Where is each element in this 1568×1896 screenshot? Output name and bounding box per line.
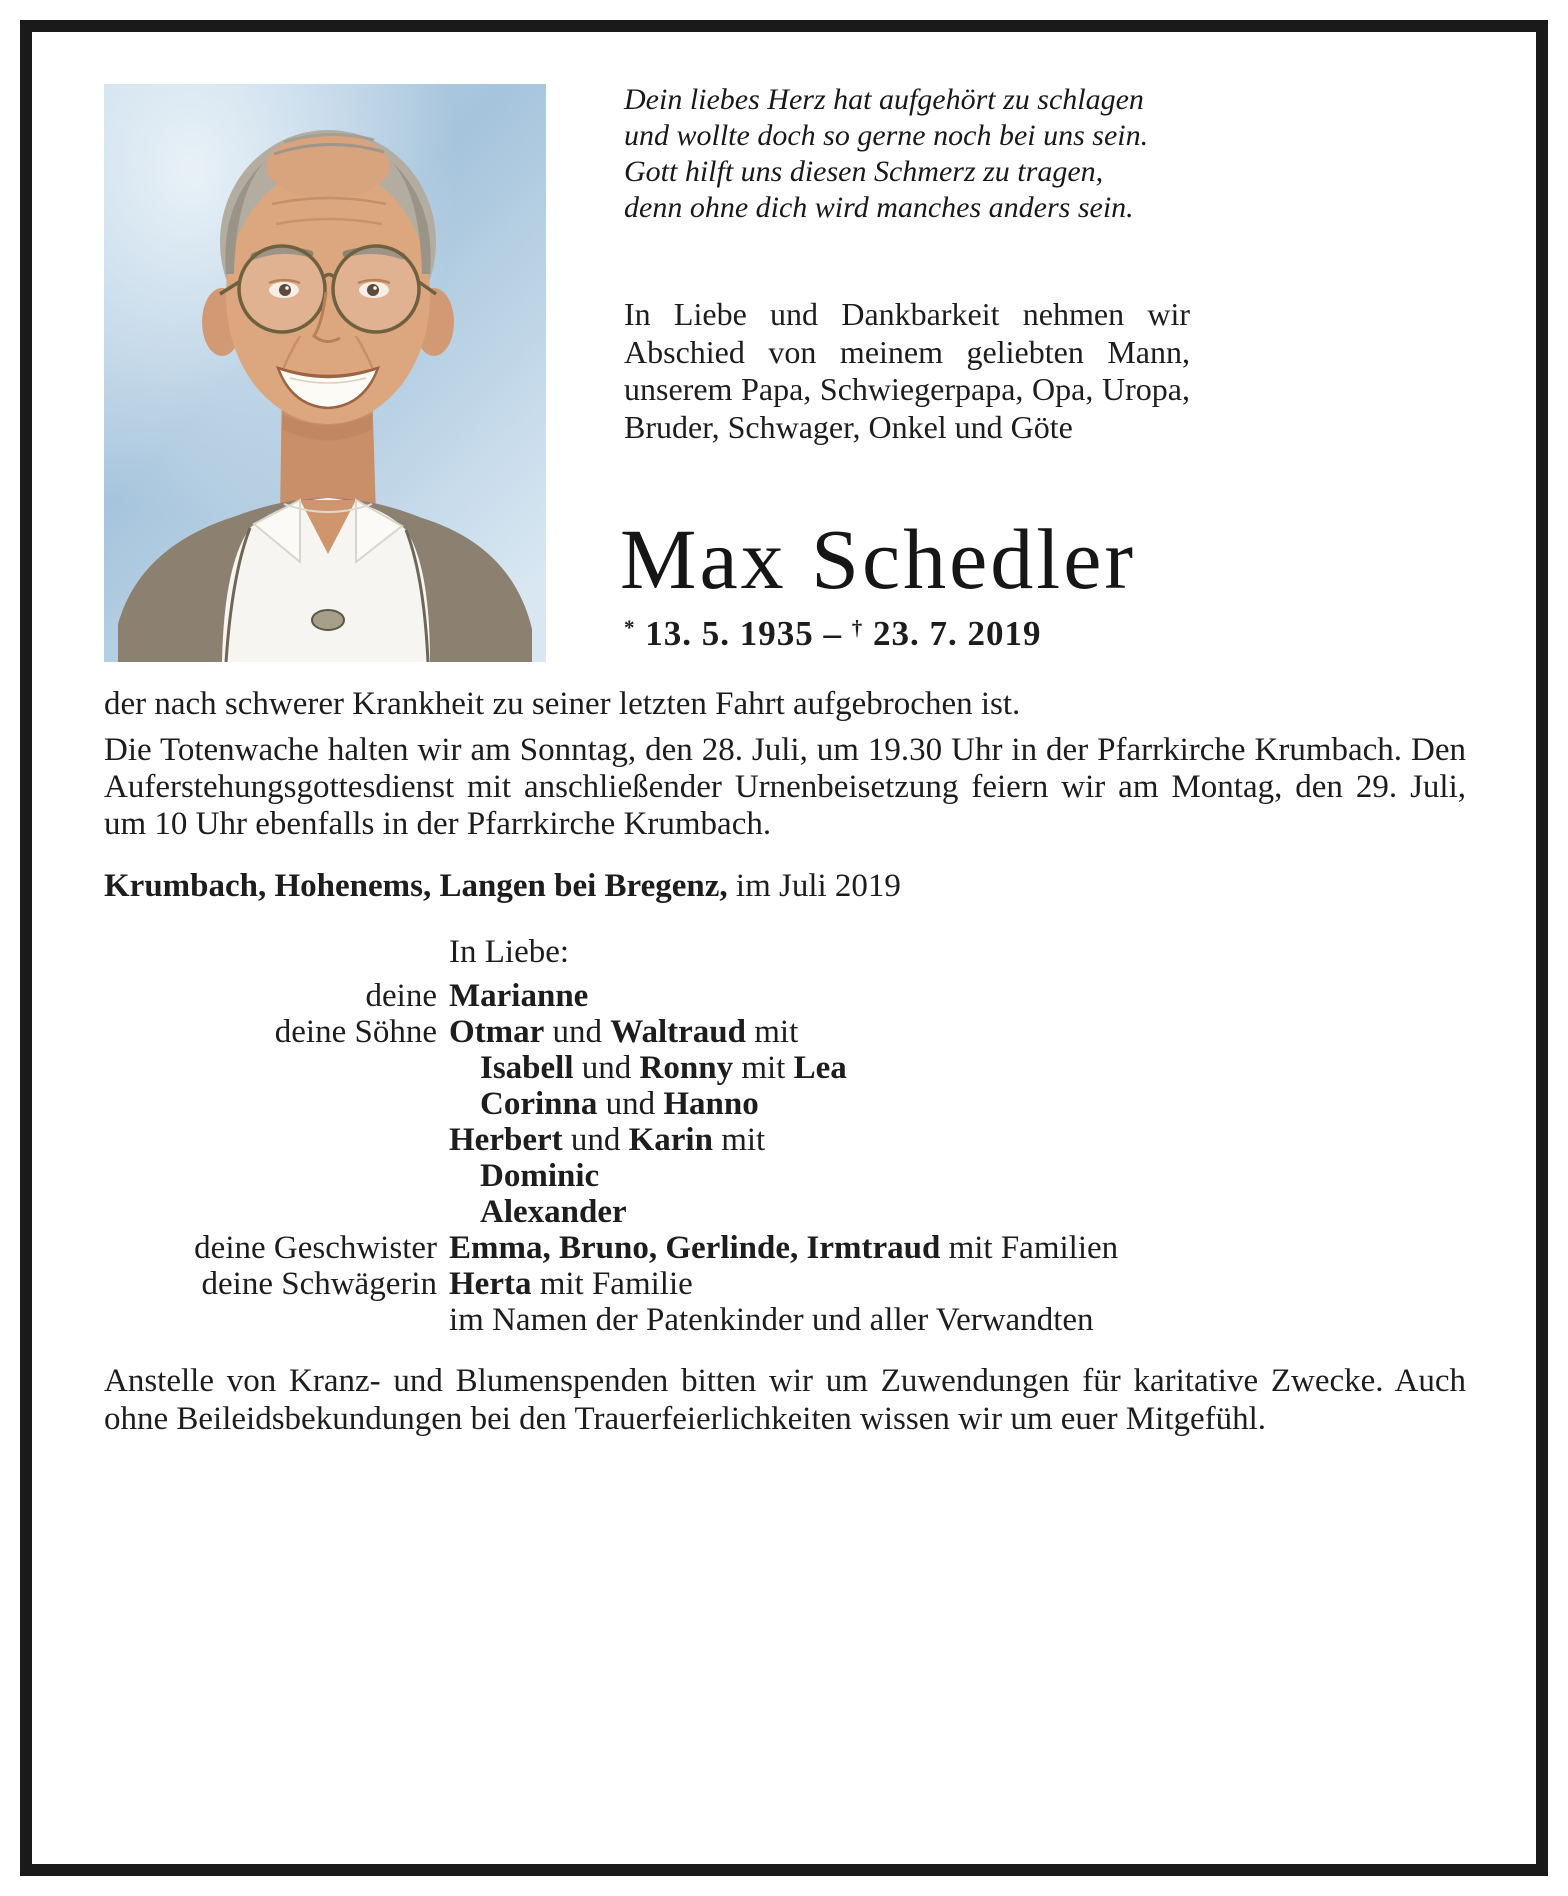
farewell-entry-label	[104, 1194, 449, 1230]
announcement-line: der nach schwerer Krankheit zu seiner letzten Fahrt aufgebrochen ist.	[104, 686, 1021, 722]
farewell-entry	[104, 1050, 1466, 1086]
farewell-entry-label	[104, 1050, 449, 1086]
birth-death-dates: * 13. 5. 1935 – † 23. 7. 2019	[624, 614, 1042, 653]
places-and-date: Krumbach, Hohenems, Langen bei Bregenz, im Juli 2019	[104, 868, 901, 904]
farewell-entry	[104, 978, 1466, 1014]
deceased-name: Max Schedler	[620, 511, 1137, 607]
farewell-entry-names: Herbert und Karin mit	[449, 1122, 766, 1159]
farewell-entry-names: Otmar und Waltraud mit	[449, 1014, 799, 1051]
announcement-block	[104, 684, 1466, 1438]
farewell-entry-names: Dominic	[480, 1158, 600, 1195]
poem-line: denn ohne dich wird manches anders sein.	[624, 191, 1134, 224]
farewell-entry	[104, 1230, 1466, 1266]
farewell-entry-label: deine	[365, 978, 437, 1015]
farewell-entry-label: deine Geschwister	[194, 1230, 437, 1267]
farewell-entry-label: deine Söhne	[274, 1014, 437, 1051]
farewell-entry	[104, 1302, 1466, 1338]
closing-paragraph: Anstelle von Kranz- und Blumenspenden bitten wir um Zuwendungen für karitative Zwecke. Auch ohne Beileidsbekundungen bei den Trauerfeierlichkeiten wissen wir um euer Mitgefühl.	[104, 1363, 1466, 1438]
farewell-list	[104, 978, 1466, 1338]
farewell-entry-label	[104, 1122, 449, 1158]
farewell-entry-label	[104, 1086, 449, 1122]
farewell-entry	[104, 1266, 1466, 1302]
portrait-photo	[104, 84, 546, 662]
farewell-entry-label	[104, 1302, 449, 1338]
farewell-entry	[104, 1086, 1466, 1122]
farewell-entry	[104, 1194, 1466, 1230]
farewell-entry	[104, 1122, 1466, 1158]
farewell-entry-names: Marianne	[449, 978, 589, 1015]
poem-line: Dein liebes Herz hat aufgehört zu schlagen	[624, 83, 1144, 116]
farewell-entry	[104, 1158, 1466, 1194]
farewell-heading: In Liebe:	[449, 933, 570, 970]
farewell-entry-names: Herta mit Familie	[449, 1266, 693, 1303]
poem-line: Gott hilft uns diesen Schmerz zu tragen,	[624, 155, 1104, 188]
memorial-poem	[624, 82, 1209, 226]
farewell-entry-names: Corinna und Hanno	[480, 1086, 759, 1123]
farewell-entry	[104, 1014, 1466, 1050]
farewell-entry-label	[104, 1158, 449, 1194]
farewell-entry-names: Alexander	[480, 1194, 627, 1231]
service-details: Die Totenwache halten wir am Sonntag, den 28. Juli, um 19.30 Uhr in der Pfarrkirche Krumbach. Den Auferstehungsgottesdienst mit anschließender Urnenbeisetzung feiern wir am Montag, den 29. Juli, um 10 Uhr ebenfalls in der Pfarrkirche Krumbach.	[104, 732, 1466, 842]
farewell-entry-names: Emma, Bruno, Gerlinde, Irmtraud mit Familien	[449, 1230, 1119, 1267]
poem-line: und wollte doch so gerne noch bei uns sein.	[624, 119, 1149, 152]
intro-paragraph: In Liebe und Dankbarkeit nehmen wir Abschied von meinem geliebten Mann, unserem Papa, Schwiegerpapa, Opa, Uropa, Bruder, Schwager, Onkel und Göte	[624, 296, 1190, 445]
farewell-entry-names: Isabell und Ronny mit Lea	[480, 1050, 847, 1087]
farewell-entry-label: deine Schwägerin	[201, 1266, 437, 1303]
farewell-entry-names: im Namen der Patenkinder und aller Verwandten	[449, 1302, 1094, 1339]
portrait-photo-svg	[104, 84, 546, 662]
